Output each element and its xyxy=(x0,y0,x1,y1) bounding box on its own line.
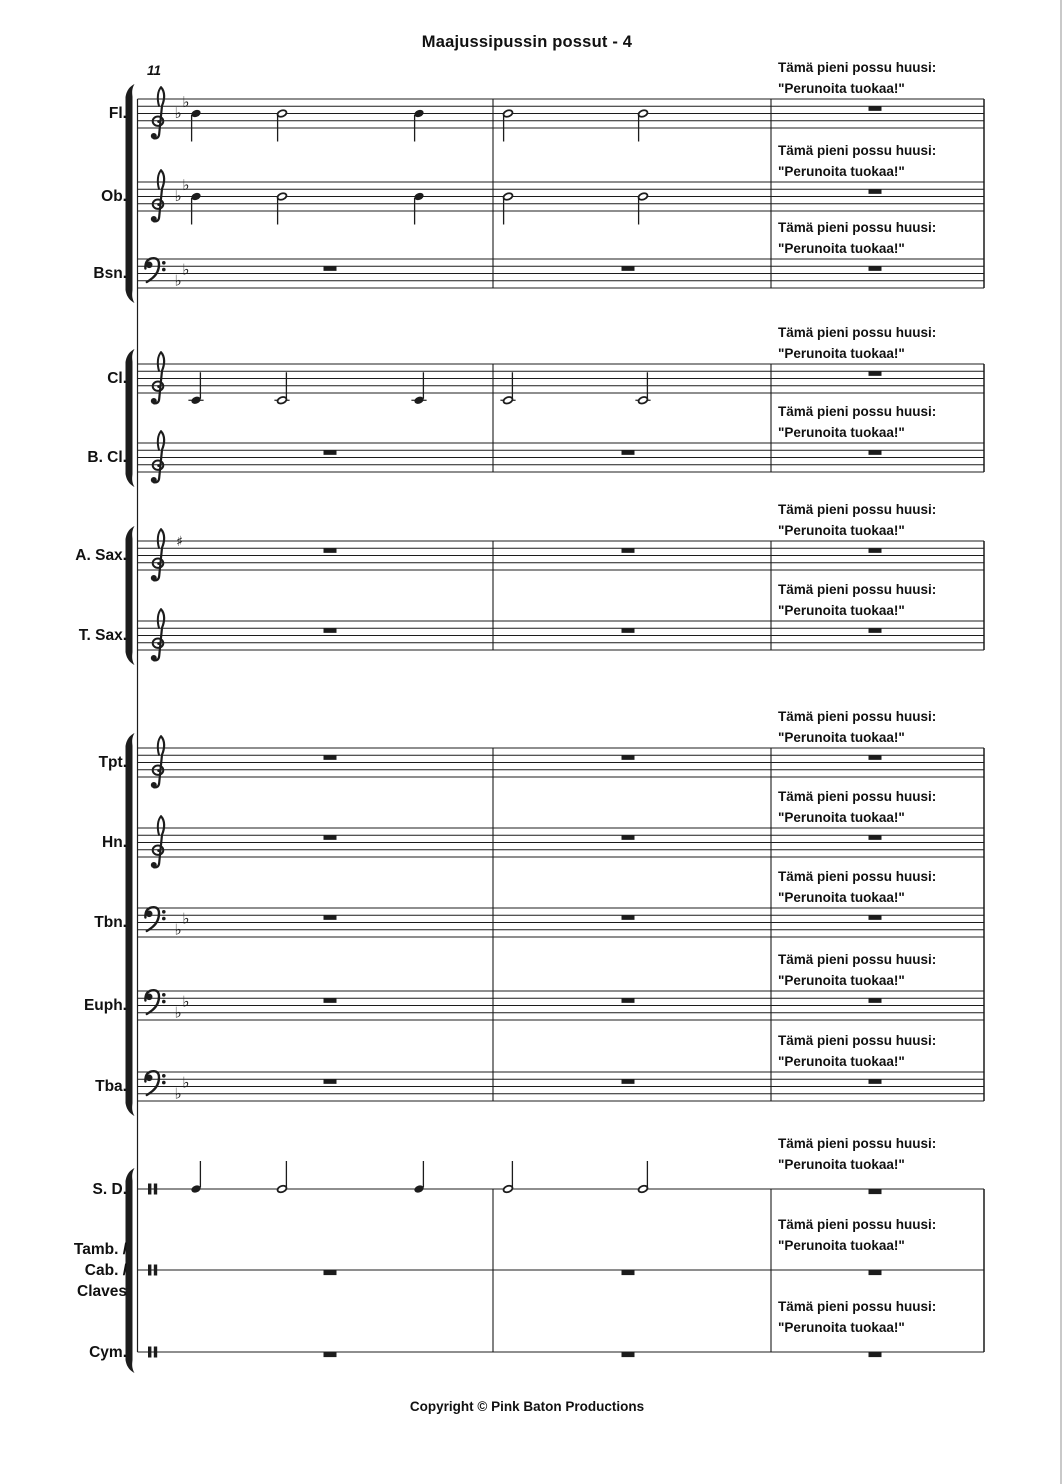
lyric-annotation-line1: Tämä pieni possu huusi: xyxy=(778,1217,937,1232)
lyric-annotation-line1: Tämä pieni possu huusi: xyxy=(778,60,937,75)
svg-text:♭: ♭ xyxy=(182,992,190,1011)
lyric-annotation-line2: "Perunoita tuokaa!" xyxy=(778,603,905,618)
lyric-annotation-line2: "Perunoita tuokaa!" xyxy=(778,425,905,440)
piece-title: Maajussipussin possut - 4 xyxy=(421,33,633,51)
lyric-annotation xyxy=(778,786,936,828)
lyric-annotation-line1: Tämä pieni possu huusi: xyxy=(778,502,937,517)
staff-label-line: Cab. / xyxy=(84,1261,127,1279)
lyric-annotation xyxy=(778,949,936,991)
staff-label-cym: Cym. xyxy=(89,1343,127,1361)
lyric-annotation xyxy=(778,1296,936,1338)
staff-tamb-cab-claves xyxy=(138,1265,985,1276)
lyric-annotation-line1: Tämä pieni possu huusi: xyxy=(778,789,937,804)
staff-label-fl: Fl. xyxy=(108,105,127,122)
lyric-annotation xyxy=(778,1133,936,1175)
staff-euph xyxy=(138,990,985,1021)
lyric-annotation-line2: "Perunoita tuokaa!" xyxy=(778,1320,905,1335)
staff-label-line: Claves xyxy=(77,1282,127,1300)
lyric-annotation-line1: Tämä pieni possu huusi: xyxy=(778,1299,937,1314)
lyric-annotation xyxy=(778,322,936,364)
svg-text:♭: ♭ xyxy=(174,1003,182,1022)
svg-text:♭: ♭ xyxy=(174,187,182,205)
lyric-annotation-line2: "Perunoita tuokaa!" xyxy=(778,1157,905,1172)
lyric-annotation-line2: "Perunoita tuokaa!" xyxy=(778,973,905,988)
staff-label-b-cl: B. Cl. xyxy=(87,449,127,466)
staff-label-tbn: Tbn. xyxy=(94,914,127,931)
staff-label-t-sax: T. Sax. xyxy=(78,627,127,644)
svg-text:♭: ♭ xyxy=(182,260,190,279)
lyric-annotation xyxy=(778,140,936,182)
staff-tba xyxy=(138,1071,985,1102)
staff-cym xyxy=(138,1347,985,1358)
staff-label-tpt: Tpt. xyxy=(98,754,127,771)
lyric-annotation-line1: Tämä pieni possu huusi: xyxy=(778,1136,937,1151)
lyric-annotation-line1: Tämä pieni possu huusi: xyxy=(778,143,937,158)
lyric-annotation xyxy=(778,1030,936,1072)
page-right-edge xyxy=(1060,0,1062,1484)
lyric-annotation xyxy=(778,401,936,443)
lyric-annotation-line1: Tämä pieni possu huusi: xyxy=(778,952,937,967)
lyric-annotation-line1: Tämä pieni possu huusi: xyxy=(778,869,937,884)
staff-label-hn: Hn. xyxy=(102,834,127,851)
lyric-annotation-line2: "Perunoita tuokaa!" xyxy=(778,730,905,745)
svg-text:♭: ♭ xyxy=(182,1073,190,1092)
copyright-notice: Copyright © Pink Baton Productions xyxy=(409,1399,645,1414)
lyric-annotation-line2: "Perunoita tuokaa!" xyxy=(778,346,905,361)
svg-text:♭: ♭ xyxy=(174,271,182,290)
lyric-annotation xyxy=(778,579,936,621)
staff-label-tamb-cab-claves xyxy=(74,1239,127,1302)
staff-label-a-sax: A. Sax. xyxy=(75,547,127,564)
lyric-annotation-line1: Tämä pieni possu huusi: xyxy=(778,709,937,724)
staff-bsn xyxy=(138,258,985,289)
lyric-annotation-line1: Tämä pieni possu huusi: xyxy=(778,325,937,340)
staff-label-bsn: Bsn. xyxy=(93,265,127,282)
lyric-annotation xyxy=(778,499,936,541)
svg-text:♭: ♭ xyxy=(182,93,190,112)
lyric-annotation-line2: "Perunoita tuokaa!" xyxy=(778,523,905,538)
staff-label-cl: Cl. xyxy=(107,370,127,387)
lyric-annotation-line2: "Perunoita tuokaa!" xyxy=(778,241,905,256)
svg-text:♭: ♭ xyxy=(174,104,182,122)
svg-text:♭: ♭ xyxy=(174,920,182,939)
lyric-annotation-line2: "Perunoita tuokaa!" xyxy=(778,1238,905,1253)
lyric-annotation-line1: Tämä pieni possu huusi: xyxy=(778,220,937,235)
lyric-annotation-line2: "Perunoita tuokaa!" xyxy=(778,164,905,179)
lyric-annotation xyxy=(778,1214,936,1256)
lyric-annotation-line2: "Perunoita tuokaa!" xyxy=(778,810,905,825)
lyric-annotation xyxy=(778,217,936,259)
lyric-annotation xyxy=(778,866,936,908)
staff-label-s-d: S. D. xyxy=(92,1180,127,1198)
svg-text:♭: ♭ xyxy=(174,1084,182,1103)
measure-number: 11 xyxy=(147,63,162,78)
lyric-annotation-line1: Tämä pieni possu huusi: xyxy=(778,404,937,419)
svg-text:♭: ♭ xyxy=(182,909,190,928)
lyric-annotation-line1: Tämä pieni possu huusi: xyxy=(778,1033,937,1048)
lyric-annotation-line1: Tämä pieni possu huusi: xyxy=(778,582,937,597)
staff-label-tba: Tba. xyxy=(95,1078,127,1095)
lyric-annotation xyxy=(778,57,936,99)
staff-label-ob: Ob. xyxy=(101,188,127,205)
staff-tbn xyxy=(138,907,985,938)
svg-text:♭: ♭ xyxy=(182,176,190,195)
lyric-annotation-line2: "Perunoita tuokaa!" xyxy=(778,81,905,96)
staff-label-euph: Euph. xyxy=(83,997,127,1014)
staff-label-line: Tamb. / xyxy=(73,1240,127,1258)
lyric-annotation-line2: "Perunoita tuokaa!" xyxy=(778,1054,905,1069)
lyric-annotation xyxy=(778,706,936,748)
svg-text:♯: ♯ xyxy=(176,534,183,550)
lyric-annotation-line2: "Perunoita tuokaa!" xyxy=(778,890,905,905)
